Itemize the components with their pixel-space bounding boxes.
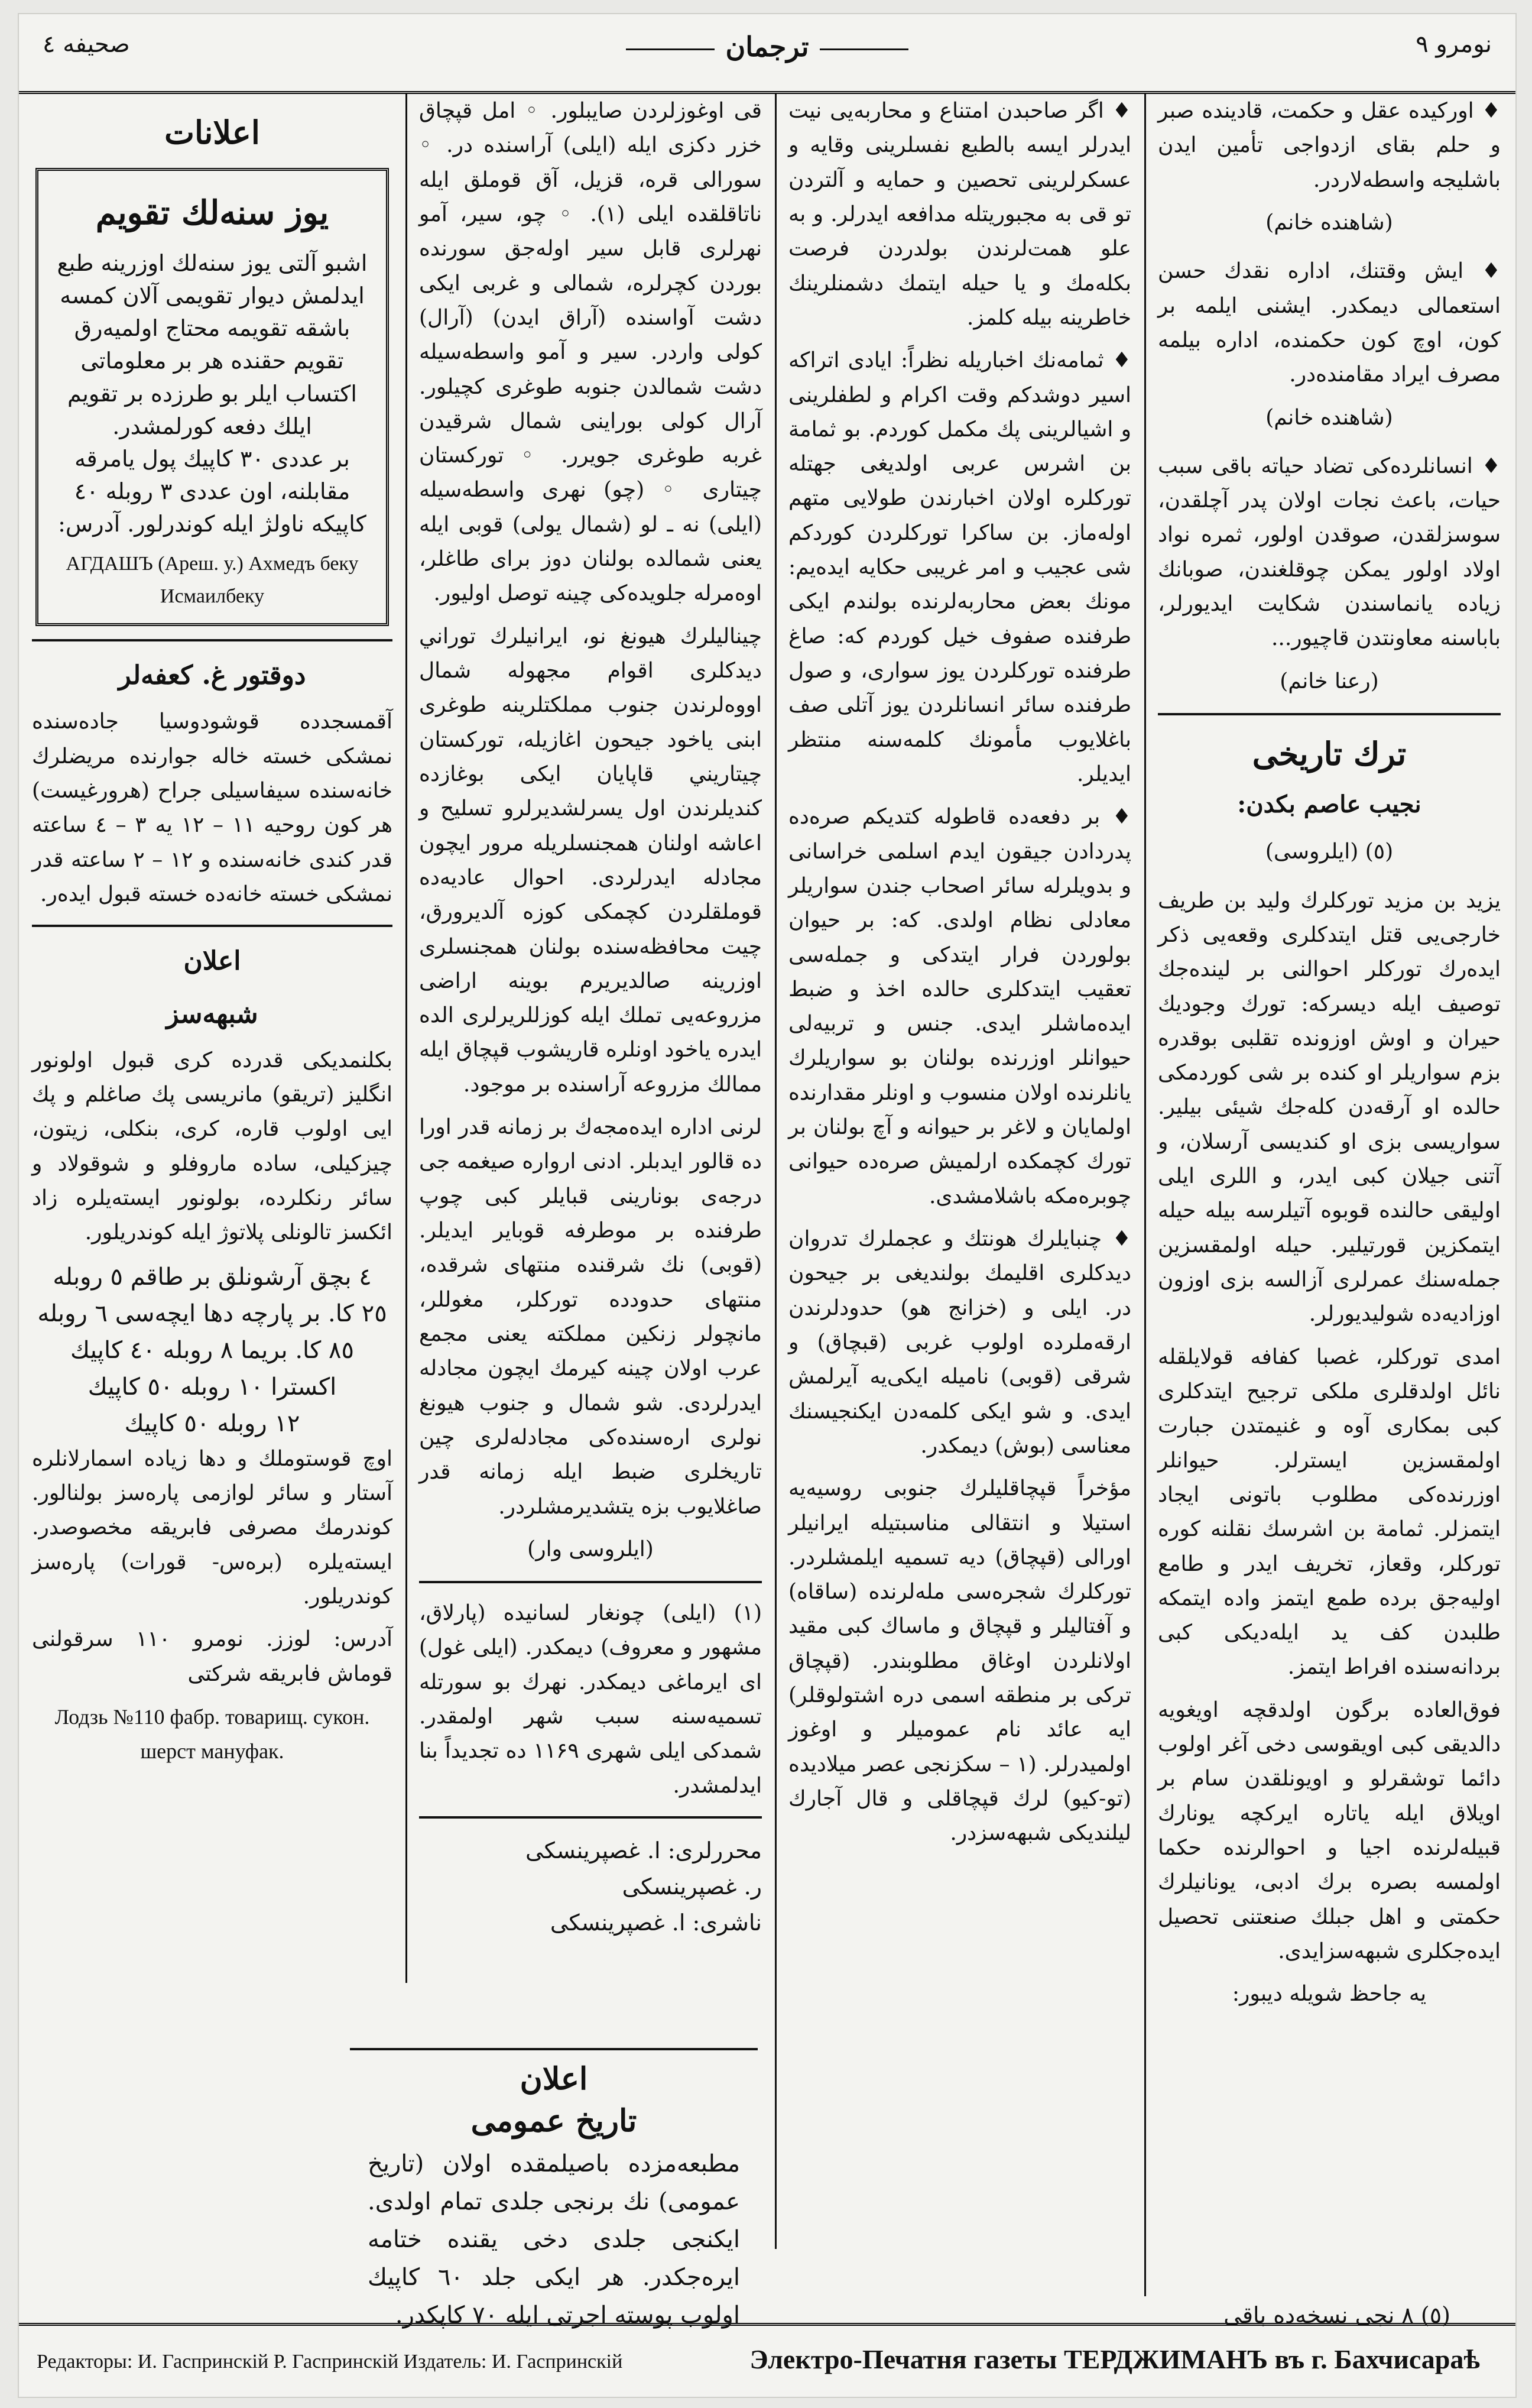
quote-2-signature: (شاهنده خانم) [1265,405,1393,430]
doctor-ad-title: دوقتور غ. كعفەلر [118,660,306,691]
staff-name: ا. غصپرينسكى [550,1909,686,1936]
footnote: (۱) (ايلى) چونغار لسانيده (پارلاق، مشهور و معروف) ديمكدر. (ايلى غول) اى ايرماغى ديمكدر. نهرك بو سورتله تسميه‌سنه سبب شهر اولمقدر. شمدكى ايلى شهرى ۱۱۶۹ ده تجديداً بنا ايدلمشدر. [419,1601,762,1798]
staff-row [419,1869,762,1905]
calendar-ad-address: АГДАШЪ (Ареш. у.) Ахмедъ беку Исмаилбеку [66,553,359,608]
price-line: ١٢ روبله ٥٠ كاپيك [124,1409,300,1437]
history-book-ad [350,2048,758,2329]
footer-editors: Редакторы: И. Гаспринскій Р. Гаспринскій Издатель: И. Гаспринскій [37,2351,623,2373]
quote-1-signature: (شاهنده خانم) [1265,210,1393,235]
ads-title: اعلانات [164,114,260,151]
continued-label: (ايلروسى وار) [527,1537,654,1561]
column-rule [775,94,777,2249]
article-paragraph: ♦ چنبايلرك هونتك و عجملرك تدروان ديدكلرى اقليمك بولنديغى بر جيحون در. ايلى و (خزانج هو) حدودلرندن ارقەملرده اولوب غربى (قبچاق) و شرقى (قوبى) ناميله ايكى‌يه آيرلمش ايدى. و شو ايكى كلمەدن ايكنجيسنك معناسى (بوش) ديمكدر. [788,1227,1131,1458]
fabric-ad-subtitle: شبهه‌سز [166,999,258,1029]
article-part: (٥) (ايلروسى) [1265,840,1394,864]
fabric-ad-body-2: اوچ قوستوملك و دها زياده اسمارلانلره آستار و سائر لوازمى پارەسز بولنالور. كوندرمك مصرفى فابريقه مخصوصدر. ايستەيلره (برەس- قورات) پارەسز كوندريلور. [32,1446,392,1609]
divider [32,639,392,641]
footer-printer: Электро-Печатня газеты ТЕРДЖИМАНЪ въ г. Бахчисараѣ [749,2344,1480,2374]
history-ad-title: اعلان [520,2061,588,2097]
divider [419,1816,762,1819]
history-ad-body: مطبعه‌مزده باصيلمقده اولان (تاريخ عمومى) نك برنجى جلدى تمام اولدى. ايكنجى جلدى دخى يقنده ختامه ايرەجكدر. هر ايكى جلد ٦٠ كاپيك اولوب پوسته اجرتى ايله ٧٠ كاپكدر. [368,2150,740,2329]
article-quote-intro: يه جاحظ شويله ديبور: [1232,1982,1427,2007]
quote-1: ♦ اوركيده عقل و حكمت، قادينده صبر و حلم بقاى ازدواجى تأمين ايدن باشليجه واسطه‌لاردر. [1158,99,1501,192]
article-paragraph: مؤخراً قپچاقليلرك جنوبى روسيه‌يه استيلا و انتقالى مناسبتيله ايرانيلر اورالى (قپچاق) ديه تسميه ايلمشلردر. توركلرك شجرەسى ملەلرنده (ساقاه) و آفتاليلر و قپچاق و ماساك كبى مقيد اولانلردن اوغاق مطلوبندر. (قپچاق تركى بر منطقه اسمى دره اشتولوقلر) ايه عائد نام عموميلر و اوغوز اولميدرلر. (۱ – سكزنجى عصر ميلاديده (تو-كيو) لرك قپچاقلى و قال آجارك ليلنديكى شبهەسزدر. [788,1476,1131,1846]
column-1 [1158,94,1501,2296]
divider [32,925,392,927]
title-ornament-right [626,48,715,50]
staff-name: ا. غصپرينسكى [525,1837,661,1863]
staff-row [419,1905,762,1941]
article-paragraph: ♦ ثمامه‌نك اخباريله نظراً: ايادى اتراكه اسير دوشدكم وقت اكرام و لطفلرينى و اشيالرينى پك مكمل كوردم. بو ثمامة بن اشرس عربى اولديغى جهتله توركلره اولان اخبارندن طولايى متهم اولەماز. بن ساكرا توركلردن كوردكم شى عجيب و امر غريبى حكايه ايدەيم: مونك بعض محاربەلرنده بولندم ايكى طرفنده صفوف خيل كوردم كه: صاغ طرفنده توركلردن يوز سوارى، و صول طرفنده سائر انسانلردن يوز آتلى صف باغلايوب مأمونك كلمەسنه منتظر ايديلر. [788,348,1131,786]
staff-row [419,1833,762,1869]
calendar-ad [35,168,389,626]
history-ad-subtitle: تاريخ عمومى [470,2103,637,2139]
article-author: نجيب عاصم بكدن: [1237,790,1421,819]
column-4-ads [32,94,392,1983]
column-rule [1144,94,1146,2296]
page-header [19,14,1515,94]
quote-3: ♦ انسانلرده‌كى تضاد حياته باقى سبب حيات، باعث نجات اولان پدر آچلقدن، سوسزلقدن، صوقدن اولور، ثمره نواد اولاد اولور يمكن چوقلغندن، صوبانك زياده يانماسندن شكايت ايديورلر، باباسنه معاونتدن قاچيور... [1158,453,1501,651]
continued-note: (٥) ٨ نجى نسخه‌ده باقى [1223,2302,1450,2328]
doctor-ad-body: آقمسجدده قوشودوسيا جاده‌سنده نمشكى خسته خاله جوارنده مريضلرك خانه‌سنده سيفاسيلى جراح (هرورغيست) هر كون روحيه ١١ – ١٢ يه ٣ – ٤ ساعته قدر كندى خانه‌سنده و ١٢ – ٢ ساعته قدر نمشكى خسته خانه‌ده خسته قبول ايدەر. [32,709,392,907]
column-2 [788,94,1131,2249]
fabric-ad-address: آدرس: لوزز. نومرو ١١٠ سرقولنى قوماش فابريقه شركتى [32,1627,393,1686]
calendar-ad-title: يوز سنەلك تقويم [95,193,329,233]
fabric-ad-title: اعلان [183,946,241,977]
article-paragraph: ♦ اگر صاحبدن امتناع و محاربه‌يى نيت ايدرلر ايسه بالطبع نفسلرينى وقايه و عسكرلرينى تحصين و حمايه و آلتردن تو قى به مجبوريتله مدافعه ايدرلر. و به علو همت‌لرندن بولدردن فرصت بكله‌مك و يا حيله ايتمك دشمنلرينك خاطرينه بيله كلمز. [788,99,1131,330]
title-ornament-left [820,48,908,50]
column-3 [419,94,762,1983]
article-paragraph: امدى توركلر، غصبا كفافه قولايلقله نائل اولدقلرى ملكى ترجيح ايتدكلرى كبى بمكارى آوه و غنيمتدن جبارت اولمقسزين ايسترلر. حيوانلر اوزرنده‌كى مطلوب باتونى ايجاد ايتمزلر. ثمامة بن اشرسك نقلنه كوره توركلر، وقعاز، تخريف ايدر و طامع اوليه‌جق برده طمع ايتمز واده ايتمكه طلبدن كف يد ايلەديكى كبى بردانه‌سنده افراط ايتمز. [1158,1344,1501,1680]
price-line: ٤ بچق آرشونلق بر طاقم ٥ روبله [53,1263,372,1291]
section-title: ترك تاريخى [1252,735,1407,773]
staff-name: ر. غصپرينسكى [622,1873,762,1900]
page-number: صحيفه ٤ [43,31,130,58]
issue-number: نومرو ٩ [1416,31,1492,58]
divider [1158,713,1501,715]
fabric-ad-body: بكلنمديكى قدرده كرى قبول اولونور انگليز (تريقو) مانريسى پك صاغلم و پك ايى اولوب قاره، كرى، بنكلى، زيتون، چيزكيلى، ساده ماروفلو و شوقولاد و سائر رنكلرده، بولونور ايسته‌يلره زاد ائكسز تالونلى پلاتوژ ايله كوندريلور. [32,1048,392,1245]
price-list [32,1259,392,1442]
calendar-ad-price: بر عددى ٣٠ كاپيك پول يامرقه مقابلنه، اون عددى ٣ روبله ٤٠ كاپيكه ناولژ ايله كوندرلور. آدرس: [58,445,366,537]
staff-role: محررلرى: [667,1837,762,1863]
staff-role: ناشرى: [692,1909,762,1936]
newspaper-page [18,13,1517,2398]
price-line: ٢٥ كا. بر پارچه دها ايچه‌سى ٦ روبله [37,1299,387,1327]
article-paragraph: يزيد بن مزيد توركلرك وليد بن طريف خارجى‌يى قتل ايتدكلرى وقعه‌يى ذكر ايدەرك توركلر احوالنى بر لينده‌جك توصيف ايله ديسركه: تورك وجوديك حيران و اوش اوزونده تقلبى بوقدره بزم سواريلر او كنده بر شى كوردمكى حالده او آرقه‌دن كله‌جك شيئى بيلير. سواريسى بزى او كنديسى آرسلان، و آتنى جيلان كبى ايدر، و اللرى ايلى اوليقى حالنده قوبوه آتيلرسه بيله حيله ايتمكزين قورتيلير. حيله اولمقسزين جملەسنك عمرلرى آزالسه بزى اوزون اوزاديه‌ده شوليديورلر. [1158,888,1501,1327]
fabric-ad-address-ru: Лодзь №110 фабр. товарищ. сукон. шерст мануфак. [54,1704,370,1764]
quote-3-signature: (رعنا خانم) [1280,669,1379,693]
price-line: اكسترا ١٠ روبله ٥٠ كاپيك [87,1373,337,1401]
article-paragraph: چيناليلرك هيونغ نو، ايرانيلرك توراني ديدكلرى اقوام مجهوله شمال اووه‌لرندن جنوب مملكتلرينه طوغرى ابنى ياخود جيحون اغازيله، توركستان چيتاريني قاپايان ايكى بوغازده كنديلرندن اول يسرلشديرلرو تسليح و اعاشه اولنان همجنسلريله مرور ايچون مجادله ايدرلردى. احوال عاديه‌ده قوملقلردن كچمكى كوزه آلديرورق، چيت محافظه‌سنده بولنان همجنسلرى اوزرينه صالديريرم بوينه اراضى مزروعه‌يى تملك ايله كوزللريرلرى الده ايدرە ياخود اونلره قاريشوب قپچاق ايله ممالك مزروعه آراسنده بر موجود. [419,624,762,1097]
calendar-ad-body: اشبو آلتى يوز سنه‌لك اوزرينه طبع ايدلمش ديوار تقويمى آلان كمسه باشقه تقويمه محتاج اولميه‌رق تقويم حقنده هر بر معلوماتى اكتساب ايلر بو طرزده بر تقويم ايلك دفعه كورلمشدر. [57,250,368,439]
article-paragraph: فوق‌العاده برگون اولدقچه اويغويه دالديقى كبى اويقوسى دخى آغر اولوب دائما توشقرلو و اويونلقدن سام بر اويلاق ايله ياتاره ايركچه يونارك قبيله‌لرنده اجيا و احوالرنده حكما اولمسه بصره برك ادبى، يونانيلرك حكمتى و اهل جبلك صنعتنى تحصيل ايدەجكلرى شبهه‌سزايدى. [1158,1697,1501,1963]
column-rule [405,94,407,1983]
article-paragraph: لرنى ادارە ايدەمجەك بر زمانه قدر اورا ده قالور ايدبلر. ادنى ارواره صيغمه جى درجه‌ى بونارينى قبايلر كبى چوپ طرفنده بر موطرفه قوباير ايديلر. (قوبى) نك شرقنده منتهاى شرقده، منتهاى حدودده توركلر، مغوللر، مانچولر زنكين مملكته يعنى مجمع عرب اولان چينه كيرمك ايچون مجادله ايدرلردى. شو شمال و جنوب هيونغ نولرى ارەسنده‌كى مجادلەلرى چين تاريخلرى ضبط ايله زمانه قدر صاغلايوب بزه يتشديرمشلردر. [419,1115,762,1519]
divider [419,1581,762,1583]
quote-2: ♦ ايش وقتنك، اداره نقدك حسن استعمالى ديمكدر. ايشنى ايلمه بر كون، اوچ كون حكمنده، اداره بيلمه مصرف ايراد مقامنده‌در. [1158,259,1501,387]
newspaper-title-text: ترجمان [725,31,809,63]
price-line: ٨٥ كا. بريما ٨ روبله ٤٠ كاپيك [70,1336,354,1364]
page-footer [19,2323,1515,2397]
newspaper-title [19,31,1515,63]
staff-list [419,1833,762,1940]
article-paragraph: قى اوغوزلردن صايبلور. ◦ امل قپچاق خزر دكزى ايله (ايلى) آراسنده در. ◦ سورالى قره، قزيل، آق قوملق ايله ناتاقلقده ايلى (۱). ◦ چو، سير، آمو نهرلرى قابل سير اولەجق سورنده بوردن كچرلره، شمالى و غربى ايكى دشت آواسنده (آراق ايدن) (آرال) كولى واردر. سير و آمو واسطه‌سيله دشت شمالدن جنوبه طوغرى كچيلور. آرال كولى بوراينى شمال شرقيدن غربه طوغرى جويرر. ◦ توركستان چيتارى ◦ (چو) نهرى واسطه‌سيله (ايلى) نه ـ لو (شمال يولى) قوبى ايله يعنى شمالده بولنان دوز براى طاغلر، اوەمرلە جلويده‌كى چينه توصل اوليور. [419,99,762,606]
article-paragraph: ♦ بر دفعه‌ده قاطوله كتديكم صرەده پدردادن جيقون ايدم اسلمى خراسانى و بدويلرله سائر اصحاب جندن سواريلر معادلى نظام اولدى. كه: بر حيوان بولوردن فرار ايتدكى و جمله‌سى تعقيب ايتدكلرى حالده اخذ و ضبط ايدەماشلر ايدى. جنس و تربيەلى حيوانلر اوزرنده بولنان بو سواريلرك يانلرنده اولان منسوب و اونلر مقدارنده اولمايان و لاغر بر حيوانه و آچ بولنان بر تورك كچمكده ارلميش صرەده حيوانى چوبرەمكه باشلامشدى. [788,805,1131,1208]
